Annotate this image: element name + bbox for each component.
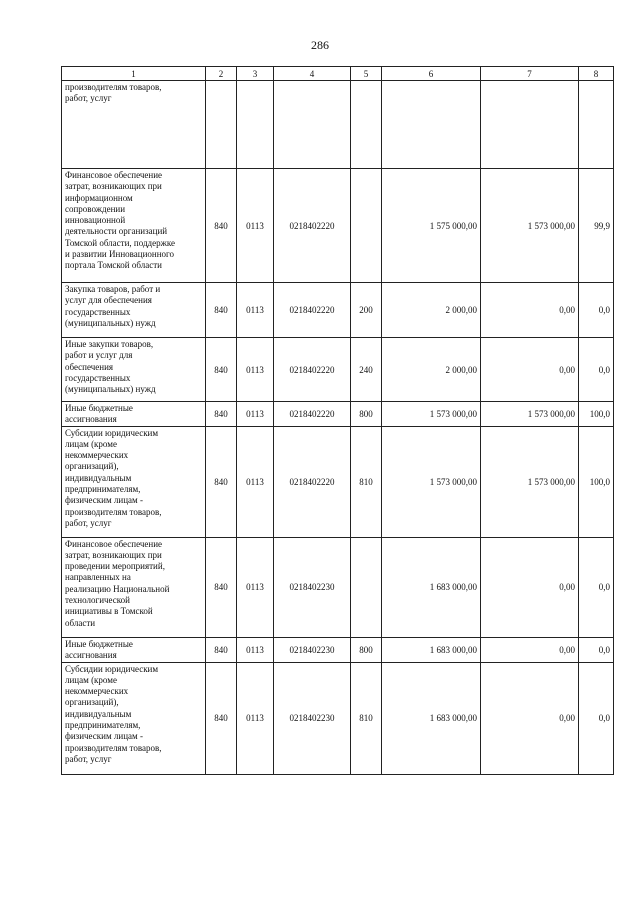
actual-amount-cell: 0,00 bbox=[481, 338, 579, 402]
admin-code-cell: 840 bbox=[206, 169, 237, 283]
header-cell-1: 1 bbox=[62, 67, 206, 81]
row-description: производителям товаров, работ, услуг bbox=[62, 81, 206, 169]
row-description: Финансовое обеспечение затрат, возникающих при проведении мероприятий, направленных на реализацию Национальной технологической инициативы в Томской области bbox=[62, 537, 206, 637]
header-cell-3: 3 bbox=[237, 67, 274, 81]
target-article-cell: 0218402230 bbox=[274, 637, 351, 662]
actual-amount-cell: 0,00 bbox=[481, 637, 579, 662]
table-row bbox=[62, 338, 614, 402]
table-row bbox=[62, 637, 614, 662]
planned-amount-cell: 2 000,00 bbox=[382, 338, 481, 402]
row-description: Иные закупки товаров, работ и услуг для обеспечения государственных (муниципальных) нужд bbox=[62, 338, 206, 402]
planned-amount-cell: 1 683 000,00 bbox=[382, 537, 481, 637]
percent-cell bbox=[579, 81, 614, 169]
table-header-row bbox=[62, 67, 614, 81]
table-row bbox=[62, 662, 614, 774]
expense-type-cell: 810 bbox=[351, 662, 382, 774]
admin-code-cell: 840 bbox=[206, 426, 237, 537]
percent-cell: 0,0 bbox=[579, 637, 614, 662]
header-cell-5: 5 bbox=[351, 67, 382, 81]
planned-amount-cell: 1 575 000,00 bbox=[382, 169, 481, 283]
planned-amount-cell bbox=[382, 81, 481, 169]
section-code-cell: 0113 bbox=[237, 637, 274, 662]
section-code-cell: 0113 bbox=[237, 537, 274, 637]
table-row bbox=[62, 537, 614, 637]
target-article-cell: 0218402220 bbox=[274, 283, 351, 338]
target-article-cell: 0218402220 bbox=[274, 402, 351, 427]
actual-amount-cell bbox=[481, 81, 579, 169]
page-number: 286 bbox=[311, 38, 329, 52]
row-description: Иные бюджетные ассигнования bbox=[62, 402, 206, 427]
expense-type-cell bbox=[351, 169, 382, 283]
target-article-cell: 0218402220 bbox=[274, 169, 351, 283]
expense-type-cell bbox=[351, 81, 382, 169]
target-article-cell: 0218402230 bbox=[274, 662, 351, 774]
admin-code-cell: 840 bbox=[206, 338, 237, 402]
expense-type-cell: 240 bbox=[351, 338, 382, 402]
section-code-cell: 0113 bbox=[237, 402, 274, 427]
target-article-cell: 0218402220 bbox=[274, 426, 351, 537]
admin-code-cell bbox=[206, 81, 237, 169]
table-row bbox=[62, 169, 614, 283]
percent-cell: 100,0 bbox=[579, 402, 614, 427]
section-code-cell bbox=[237, 81, 274, 169]
admin-code-cell: 840 bbox=[206, 537, 237, 637]
header-cell-4: 4 bbox=[274, 67, 351, 81]
header-cell-2: 2 bbox=[206, 67, 237, 81]
percent-cell: 100,0 bbox=[579, 426, 614, 537]
actual-amount-cell: 0,00 bbox=[481, 537, 579, 637]
percent-cell: 0,0 bbox=[579, 537, 614, 637]
planned-amount-cell: 1 573 000,00 bbox=[382, 402, 481, 427]
admin-code-cell: 840 bbox=[206, 283, 237, 338]
percent-cell: 99,9 bbox=[579, 169, 614, 283]
expense-type-cell: 800 bbox=[351, 637, 382, 662]
expense-type-cell: 200 bbox=[351, 283, 382, 338]
actual-amount-cell: 0,00 bbox=[481, 662, 579, 774]
header-cell-6: 6 bbox=[382, 67, 481, 81]
section-code-cell: 0113 bbox=[237, 169, 274, 283]
admin-code-cell: 840 bbox=[206, 662, 237, 774]
planned-amount-cell: 1 683 000,00 bbox=[382, 637, 481, 662]
table-row bbox=[62, 402, 614, 427]
section-code-cell: 0113 bbox=[237, 338, 274, 402]
target-article-cell: 0218402230 bbox=[274, 537, 351, 637]
row-description: Закупка товаров, работ и услуг для обеспечения государственных (муниципальных) нужд bbox=[62, 283, 206, 338]
actual-amount-cell: 0,00 bbox=[481, 283, 579, 338]
target-article-cell: 0218402220 bbox=[274, 338, 351, 402]
table-row bbox=[62, 283, 614, 338]
table-row bbox=[62, 426, 614, 537]
section-code-cell: 0113 bbox=[237, 662, 274, 774]
actual-amount-cell: 1 573 000,00 bbox=[481, 402, 579, 427]
row-description: Субсидии юридическим лицам (кроме некоммерческих организаций), индивидуальным предпринимателям, физическим лицам - производителям товаров, работ, услуг bbox=[62, 662, 206, 774]
target-article-cell bbox=[274, 81, 351, 169]
actual-amount-cell: 1 573 000,00 bbox=[481, 169, 579, 283]
percent-cell: 0,0 bbox=[579, 662, 614, 774]
header-cell-7: 7 bbox=[481, 67, 579, 81]
planned-amount-cell: 1 573 000,00 bbox=[382, 426, 481, 537]
expense-type-cell: 810 bbox=[351, 426, 382, 537]
percent-cell: 0,0 bbox=[579, 283, 614, 338]
row-description: Субсидии юридическим лицам (кроме некоммерческих организаций), индивидуальным предпринимателям, физическим лицам - производителям товаров, работ, услуг bbox=[62, 426, 206, 537]
admin-code-cell: 840 bbox=[206, 637, 237, 662]
header-cell-8: 8 bbox=[579, 67, 614, 81]
admin-code-cell: 840 bbox=[206, 402, 237, 427]
row-description: Иные бюджетные ассигнования bbox=[62, 637, 206, 662]
expense-type-cell bbox=[351, 537, 382, 637]
section-code-cell: 0113 bbox=[237, 426, 274, 537]
percent-cell: 0,0 bbox=[579, 338, 614, 402]
actual-amount-cell: 1 573 000,00 bbox=[481, 426, 579, 537]
budget-table bbox=[61, 66, 614, 775]
row-description: Финансовое обеспечение затрат, возникающих при информационном сопровождении инновационной деятельности организаций Томской области, поддержке и развитии Инновационного портала Томской области bbox=[62, 169, 206, 283]
section-code-cell: 0113 bbox=[237, 283, 274, 338]
table-row bbox=[62, 81, 614, 169]
planned-amount-cell: 2 000,00 bbox=[382, 283, 481, 338]
planned-amount-cell: 1 683 000,00 bbox=[382, 662, 481, 774]
expense-type-cell: 800 bbox=[351, 402, 382, 427]
